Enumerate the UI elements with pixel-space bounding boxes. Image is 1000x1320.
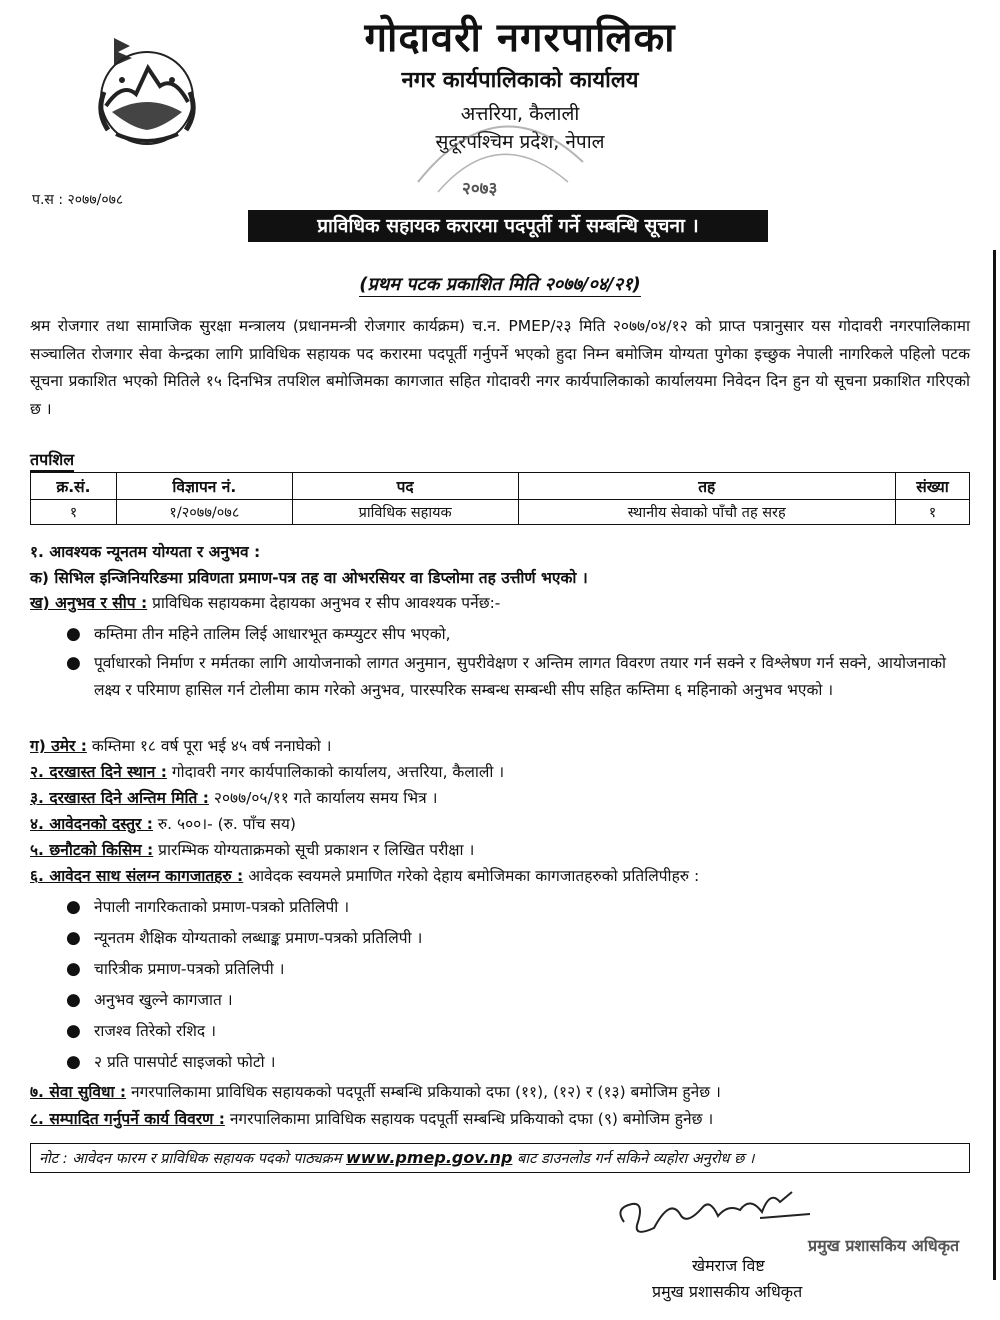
address-line2: सुदूरपश्चिम प्रदेश, नेपाल: [435, 131, 605, 153]
section-3: ३. दरखास्त दिने अन्तिम मिति : २०७७/०५/११ गते कार्यालय समय भित्र ।: [30, 789, 438, 807]
section-4: ४. आवेदनको दस्तुर : रु. ५००।- (रु. पाँच सय): [30, 815, 296, 833]
note-prefix: नोट : आवेदन फारम र प्राविधिक सहायक पदको पाठ्यक्रम: [39, 1151, 347, 1167]
page-edge: [993, 250, 996, 1280]
col-header-count: संख्या: [896, 473, 970, 500]
address-line1: अत्तरिया, कैलाली: [460, 103, 580, 125]
office-name: नगर कार्यपालिकाको कार्यालय: [401, 68, 639, 93]
section-2: २. दरखास्त दिने स्थान : गोदावरी नगर कार्यपालिकाको कार्यालय, अत्तरिया, कैलाली ।: [30, 763, 505, 781]
list-item: ● राजश्व तिरेको रशिद ।: [66, 1018, 946, 1045]
cell-sn: १: [31, 500, 117, 525]
cell-level: स्थानीय सेवाको पाँचौ तह सरह: [518, 500, 896, 525]
col-header-post: पद: [292, 473, 518, 500]
bullet-icon: ●: [66, 1021, 81, 1041]
intro-paragraph: श्रम रोजगार तथा सामाजिक सुरक्षा मन्त्रालय (प्रधानमन्त्री रोजगार कार्यक्रम) च.न. PMEP/२३ मिति २०७७/०४/१२ को प्राप्त पत्रानुसार यस गोदावरी नगरपालिकामा सञ्चालित रोजगार सेवा केन्द्रका लागि प्राविधिक सहायक पद करारमा पदपूर्ती गर्नुपर्ने भएको हुदा निम्न बमोजिम योग्यता पुगेका इच्छुक नेपाली नागरिकले पहिलो पटक सूचना प्रकाशित भएको मितिले १५ दिनभित्र तपशिल बमोजिमका कागजात सहित गोदावरी नगर कार्यपालिकाको कार्यालयमा निवेदन दिन हुन यो सूचना प्रकाशित गरिएको छ ।: [30, 317, 970, 418]
col-header-level: तह: [518, 473, 896, 500]
col-header-sn: क्र.सं.: [31, 473, 117, 500]
cell-post: प्राविधिक सहायक: [292, 500, 518, 525]
stamp-year: २०७३: [462, 179, 498, 199]
section-6: ६. आवेदन साथ संलग्न कागजातहरु : आवेदक स्वयमले प्रमाणित गरेको देहाय बमोजिमका कागजातहरुको प्रतिलिपीहरु :: [30, 867, 700, 885]
pmep-link[interactable]: www.pmep.gov.np: [346, 1148, 513, 1167]
list-item: ● कम्तिमा तीन महिने तालिम लिई आधारभूत कम्प्युटर सीप भएको,: [66, 621, 946, 648]
reference-number: प.स : २०७७/०७८: [32, 192, 124, 208]
bullet-icon: ●: [66, 959, 81, 979]
note-box: [30, 1143, 970, 1173]
bullet-icon: ●: [66, 1052, 81, 1072]
signature-stamp: प्रमुख प्रशासकिय अधिकृत: [808, 1236, 960, 1255]
bullet-icon: ●: [66, 990, 81, 1010]
signature: [610, 1178, 820, 1248]
bullet-icon: ●: [66, 928, 81, 948]
vacancy-table: [30, 472, 970, 525]
list-item: ● न्यूनतम शैक्षिक योग्यताको लब्धाङ्क प्रमाण-पत्रको प्रतिलिपी ।: [66, 925, 946, 952]
table-header-row: [31, 473, 970, 500]
section-7: ७. सेवा सुविधा : नगरपालिकामा प्राविधिक सहायकको पदपूर्ती सम्बन्धि प्रकियाको दफा (११), (१२) र (१३) बमोजिम हुनेछ ।: [30, 1083, 721, 1101]
tapasil-label: तपशिल: [30, 448, 74, 472]
bullet-icon: ●: [66, 653, 81, 673]
cell-ad-no: १/२०७७/०७८: [116, 500, 292, 525]
section-5: ५. छनौटको किसिम : प्रारम्भिक योग्यताक्रमको सूची प्रकाशन र लिखित परीक्षा ।: [30, 841, 475, 859]
notice-title: प्राविधिक सहायक करारमा पदपूर्ती गर्ने सम्बन्धि सूचना ।: [248, 210, 768, 242]
qualification-ka: क) सिभिल इन्जिनियरिङमा प्रविणता प्रमाण-पत्र तह वा ओभरसियर वा डिप्लोमा तह उत्तीर्ण भएको ।: [30, 569, 588, 587]
bullet-icon: ●: [66, 624, 81, 644]
office-stamp: [398, 92, 598, 202]
org-name: गोदावरी नगरपालिका: [364, 15, 676, 61]
age-ga: ग) उमेर : कम्तिमा १८ वर्ष पूरा भई ४५ वर्ष ननाघेको ।: [30, 737, 332, 755]
list-item: ● पूर्वाधारको निर्माण र मर्मतका लागि आयोजनाको लागत अनुमान, सुपरीवेक्षण र अन्तिम लागत विवरण तयार गर्न सक्ने र विश्लेषण गर्न सक्ने, आयोजनाको लक्ष्य र परिमाण हासिल गर्न टोलीमा काम गरेको अनुभव, पारस्परिक सम्बन्ध सम्बन्धी सीप सहित कम्तिमा ६ महिनाको अनुभव भएको ।: [66, 650, 946, 704]
bullet-icon: ●: [66, 897, 81, 917]
cell-count: १: [896, 500, 970, 525]
list-item: ● २ प्रति पासपोर्ट साइजको फोटो ।: [66, 1049, 946, 1076]
col-header-ad-no: विज्ञापन नं.: [116, 473, 292, 500]
list-item: ● चारित्रीक प्रमाण-पत्रको प्रतिलिपी ।: [66, 956, 946, 983]
list-item: ● नेपाली नागरिकताको प्रमाण-पत्रको प्रतिलिपी ।: [66, 894, 946, 921]
section-1-heading: १. आवश्यक न्यूनतम योग्यता र अनुभव :: [30, 543, 261, 561]
experience-kha: ख) अनुभव र सीप : प्राविधिक सहायकमा देहायका अनुभव र सीप आवश्यक पर्नेछ:-: [30, 594, 501, 612]
signer-name: खेमराज विष्ट: [692, 1256, 765, 1275]
note-suffix: बाट डाउनलोड गर्न सकिने व्यहोरा अनुरोध छ ।: [512, 1151, 755, 1167]
list-item: ● अनुभव खुल्ने कागजात ।: [66, 987, 946, 1014]
published-date: (प्रथम पटक प्रकाशित मिति २०७७/०४/२१): [359, 274, 641, 295]
section-8: ८. सम्पादित गर्नुपर्ने कार्य विवरण : नगरपालिकामा प्राविधिक सहायक पदपूर्ती सम्बन्धि प्रकियाको दफा (९) बमोजिम हुनेछ ।: [30, 1110, 714, 1128]
table-row: [31, 500, 970, 525]
signer-title: प्रमुख प्रशासकीय अधिकृत: [652, 1282, 803, 1301]
